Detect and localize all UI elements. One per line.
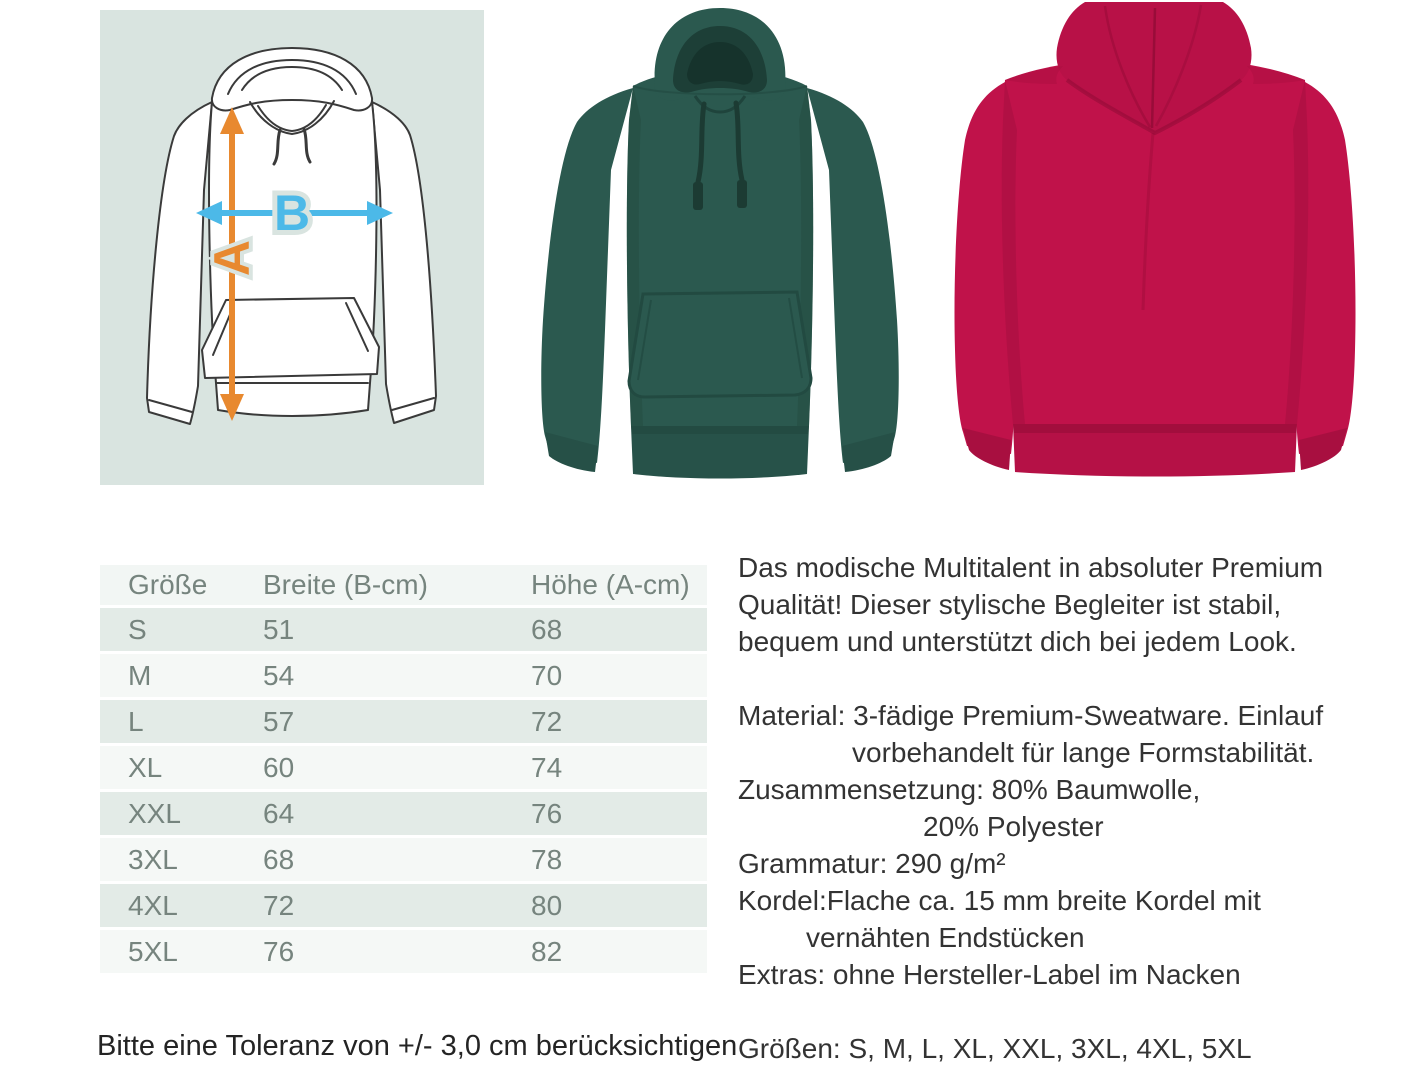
table-cell: 72 — [262, 881, 530, 927]
table-row — [100, 881, 707, 927]
table-row — [100, 605, 707, 651]
table-cell: 3XL — [100, 835, 262, 881]
table-row — [100, 697, 707, 743]
hoodie-front-image — [505, 0, 935, 497]
table-cell: M — [100, 651, 262, 697]
description-line: Material: 3-fädige Premium-Sweatware. Einlauf — [738, 700, 1324, 731]
description-line: Extras: ohne Hersteller-Label im Nacken — [738, 959, 1241, 990]
table-cell: 68 — [530, 605, 707, 651]
size-table-body — [100, 605, 707, 973]
table-cell: 60 — [262, 743, 530, 789]
product-description — [738, 549, 1418, 1067]
table-row — [100, 927, 707, 973]
table-cell: XL — [100, 743, 262, 789]
description-line: Zusammensetzung: 80% Baumwolle, — [738, 774, 1201, 805]
table-row — [100, 651, 707, 697]
table-cell: S — [100, 605, 262, 651]
description-line: vorbehandelt für lange Formstabilität. — [852, 737, 1315, 768]
table-cell: 4XL — [100, 881, 262, 927]
table-cell: 82 — [530, 927, 707, 973]
hoodie-back-shape — [954, 2, 1355, 477]
table-cell: 68 — [262, 835, 530, 881]
table-cell: 72 — [530, 697, 707, 743]
table-cell: XXL — [100, 789, 262, 835]
description-line: Größen: S, M, L, XL, XXL, 3XL, 4XL, 5XL — [738, 1033, 1252, 1064]
size-table-header: Breite (B-cm) — [262, 565, 530, 605]
description-line — [738, 993, 1418, 1030]
table-row — [100, 835, 707, 881]
description-line: 20% Polyester — [923, 811, 1104, 842]
table-cell: 64 — [262, 789, 530, 835]
size-table — [100, 565, 707, 973]
size-table-header-row — [100, 565, 707, 605]
tolerance-note: Bitte eine Toleranz von +/- 3,0 cm berücksichtigen — [97, 1030, 738, 1062]
size-table-header: Größe — [100, 565, 262, 605]
table-cell: 76 — [530, 789, 707, 835]
table-cell: 76 — [262, 927, 530, 973]
description-line: Grammatur: 290 g/m² — [738, 848, 1006, 879]
table-cell: 80 — [530, 881, 707, 927]
size-table-header: Höhe (A-cm) — [530, 565, 707, 605]
measure-label-b: B — [273, 185, 311, 241]
table-cell: 5XL — [100, 927, 262, 973]
table-cell: 78 — [530, 835, 707, 881]
table-row — [100, 743, 707, 789]
description-line: Qualität! Dieser stylische Begleiter ist stabil, — [738, 589, 1282, 620]
description-line: Das modische Multitalent in absoluter Premium — [738, 552, 1324, 583]
table-cell: 51 — [262, 605, 530, 651]
table-row — [100, 789, 707, 835]
table-cell: 74 — [530, 743, 707, 789]
hoodie-back-image — [945, 0, 1365, 485]
size-diagram-panel — [100, 10, 484, 485]
table-cell: 57 — [262, 697, 530, 743]
description-line: bequem und unterstützt dich bei jedem Look. — [738, 626, 1297, 657]
measure-label-a: A — [204, 239, 260, 277]
table-cell: L — [100, 697, 262, 743]
description-line — [738, 660, 1418, 697]
hoodie-measurement-diagram — [100, 10, 484, 485]
table-cell: 54 — [262, 651, 530, 697]
hoodie-front-shape — [541, 8, 898, 479]
table-cell: 70 — [530, 651, 707, 697]
description-line: Kordel:Flache ca. 15 mm breite Kordel mit — [738, 885, 1261, 916]
description-line: vernähten Endstücken — [806, 922, 1085, 953]
